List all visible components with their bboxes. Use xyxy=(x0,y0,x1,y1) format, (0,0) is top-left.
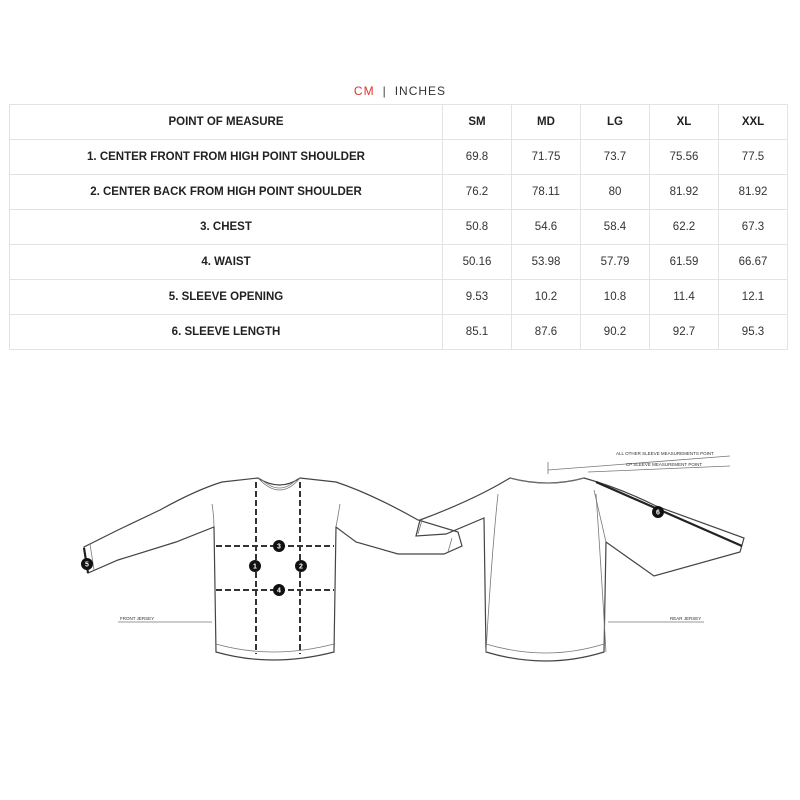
unit-separator: | xyxy=(382,84,387,98)
svg-text:4: 4 xyxy=(277,587,281,595)
rear-yoke-right xyxy=(596,494,606,652)
cell-value: 95.3 xyxy=(719,315,788,350)
cell-value: 90.2 xyxy=(581,315,650,350)
svg-text:2: 2 xyxy=(299,563,303,571)
svg-text:6: 6 xyxy=(656,509,660,517)
header-size-xxl: XXL xyxy=(719,105,788,140)
measure-badge-2 xyxy=(295,560,307,572)
measure-badge-1 xyxy=(249,560,261,572)
cell-value: 50.16 xyxy=(443,245,512,280)
size-chart-table xyxy=(9,104,788,350)
cell-value: 50.8 xyxy=(443,210,512,245)
cell-value: 73.7 xyxy=(581,140,650,175)
table-header-row xyxy=(10,105,788,140)
cell-value: 85.1 xyxy=(443,315,512,350)
cell-value: 78.11 xyxy=(512,175,581,210)
cell-value: 62.2 xyxy=(650,210,719,245)
front-right-sleeve-seam xyxy=(336,504,340,527)
header-size-xl: XL xyxy=(650,105,719,140)
cell-value: 66.67 xyxy=(719,245,788,280)
sleeve-length-measure-line xyxy=(596,482,742,546)
front-jersey-outline xyxy=(84,478,462,660)
svg-text:3: 3 xyxy=(277,543,281,551)
table-row xyxy=(10,245,788,280)
rear-yoke-left xyxy=(486,494,498,652)
header-size-md: MD xyxy=(512,105,581,140)
rear-jersey-label: REAR JERSEY xyxy=(670,616,702,621)
cell-value: 11.4 xyxy=(650,280,719,315)
cell-value: 76.2 xyxy=(443,175,512,210)
cell-value: 77.5 xyxy=(719,140,788,175)
svg-text:1: 1 xyxy=(253,563,257,571)
cell-value: 67.3 xyxy=(719,210,788,245)
unit-toggle xyxy=(0,84,800,98)
cell-value: 58.4 xyxy=(581,210,650,245)
table-row xyxy=(10,315,788,350)
cell-value: 80 xyxy=(581,175,650,210)
table-row xyxy=(10,210,788,245)
cell-value: 54.6 xyxy=(512,210,581,245)
table-row xyxy=(10,140,788,175)
header-size-sm: SM xyxy=(443,105,512,140)
svg-text:5: 5 xyxy=(85,561,89,569)
header-size-lg: LG xyxy=(581,105,650,140)
rear-collar xyxy=(510,478,584,483)
front-jersey-label: FRONT JERSEY xyxy=(120,616,155,621)
rear-sleeve-seam xyxy=(594,490,606,542)
cell-value: 9.53 xyxy=(443,280,512,315)
cell-value: 81.92 xyxy=(650,175,719,210)
measure-badge-3 xyxy=(273,540,285,552)
cell-value: 87.6 xyxy=(512,315,581,350)
row-label: 1. CENTER FRONT FROM HIGH POINT SHOULDER xyxy=(10,140,443,175)
cell-value: 10.8 xyxy=(581,280,650,315)
front-hem-band xyxy=(216,644,334,652)
rear-jersey-outline xyxy=(416,478,744,661)
front-left-sleeve-seam xyxy=(212,504,214,527)
front-right-cuff xyxy=(448,538,452,552)
cell-value: 92.7 xyxy=(650,315,719,350)
rear-jersey-drawing xyxy=(416,451,744,661)
cell-value: 10.2 xyxy=(512,280,581,315)
row-label: 6. SLEEVE LENGTH xyxy=(10,315,443,350)
rear-hem-band xyxy=(486,644,604,653)
cell-value: 81.92 xyxy=(719,175,788,210)
cell-value: 75.56 xyxy=(650,140,719,175)
cm-unit-button[interactable]: CM xyxy=(353,84,375,98)
cell-value: 12.1 xyxy=(719,280,788,315)
row-label: 3. CHEST xyxy=(10,210,443,245)
cell-value: 53.98 xyxy=(512,245,581,280)
front-jersey-drawing xyxy=(81,478,462,660)
cell-value: 61.59 xyxy=(650,245,719,280)
cell-value: 69.8 xyxy=(443,140,512,175)
measure-badge-6 xyxy=(652,506,664,518)
row-label: 2. CENTER BACK FROM HIGH POINT SHOULDER xyxy=(10,175,443,210)
measure-badge-5 xyxy=(81,558,93,570)
table-row xyxy=(10,280,788,315)
inches-unit-button[interactable]: INCHES xyxy=(394,84,447,98)
table-row xyxy=(10,175,788,210)
cp-sleeve-point-note: CP SLEEVE MEASUREMENT POINT xyxy=(626,462,703,467)
jersey-measurement-diagram xyxy=(0,430,800,680)
header-point-of-measure: POINT OF MEASURE xyxy=(10,105,443,140)
cell-value: 71.75 xyxy=(512,140,581,175)
measure-badge-4 xyxy=(273,584,285,596)
cell-value: 57.79 xyxy=(581,245,650,280)
other-sleeve-point-note: ALL OTHER SLEEVE MEASUREMENTS POINT xyxy=(616,451,714,456)
row-label: 4. WAIST xyxy=(10,245,443,280)
row-label: 5. SLEEVE OPENING xyxy=(10,280,443,315)
